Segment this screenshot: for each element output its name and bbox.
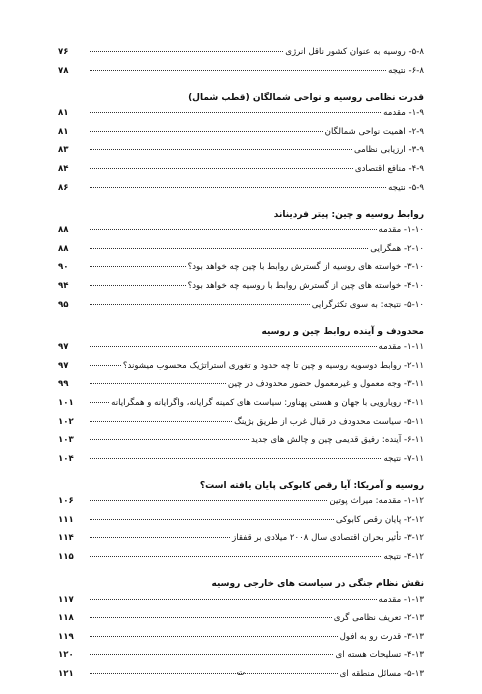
dot-leader — [90, 229, 377, 230]
toc-entry[interactable] — [58, 417, 424, 436]
toc-section — [58, 322, 424, 472]
dot-leader — [90, 304, 310, 305]
chapter-heading: نقش نظام جنگی در سیاست های خارجی روسیه — [211, 579, 424, 590]
dot-leader — [90, 519, 334, 520]
toc-entry-page-number: ۸۸ — [58, 243, 69, 254]
toc-entry-title: ۱-۱۰- مقدمه — [378, 225, 424, 236]
dot-leader — [90, 556, 381, 557]
toc-entry[interactable] — [58, 225, 424, 244]
toc-entry-page-number: ۸۸ — [58, 225, 69, 236]
toc-entry-page-number: ۹۰ — [58, 262, 69, 273]
toc-entry-title: ۲-۹- اهمیت نواحی شمالگان — [324, 126, 424, 137]
toc-entry-page-number: ۸۳ — [58, 145, 69, 156]
toc-entry-title: ۳-۱۳- قدرت رو به افول — [339, 631, 424, 642]
toc-entry-page-number: ۱۲۱ — [58, 669, 74, 680]
toc-entry-page-number: ۹۹ — [58, 379, 69, 390]
toc-entry[interactable] — [58, 496, 424, 515]
toc-entry[interactable] — [58, 244, 424, 263]
toc-entry[interactable] — [58, 595, 424, 614]
dot-leader — [90, 149, 352, 150]
toc-entry-page-number: ۹۷ — [58, 342, 69, 353]
chapter-heading: محدودف و آینده روابط چین و روسیه — [261, 326, 424, 337]
toc-entry-page-number: ۱۱۷ — [58, 594, 74, 605]
toc-entry[interactable] — [58, 66, 424, 85]
dot-leader — [90, 346, 377, 347]
toc-entry[interactable] — [58, 342, 424, 361]
toc-entry[interactable] — [58, 454, 424, 473]
toc-entry-page-number: ۷۸ — [58, 65, 69, 76]
toc-entry-page-number: ۱۱۹ — [58, 631, 74, 642]
toc-entry-title: ۵-۹- نتیجه — [388, 182, 424, 193]
toc-entry-title: ۲-۱۱- روابط دوسویه روسیه و چین تا چه حدود و تغوری استراتژیک محسوب میشوند؟ — [122, 360, 424, 371]
toc-entry[interactable] — [58, 361, 424, 380]
toc-entry[interactable] — [58, 164, 424, 183]
toc-entry-title: ۶-۱۱- آینده: رفیق قدیمی چین و چالش های جدید — [250, 435, 424, 446]
dot-leader — [90, 636, 338, 637]
toc-entry-page-number: ۱۰۶ — [58, 496, 74, 507]
dot-leader — [90, 500, 327, 501]
dot-leader — [90, 266, 186, 267]
dot-leader — [90, 537, 230, 538]
toc-entry-title: ۴-۹- منافع اقتصادی — [354, 163, 424, 174]
toc-entry[interactable] — [58, 613, 424, 632]
toc-entry-title: ۳-۱۰- خواسته های روسیه از گسترش روابط با چین چه خواهد بود؟ — [187, 262, 424, 273]
toc-entry-title: ۲-۱۲- پایان رقص کابوکی — [335, 514, 424, 525]
toc-entry-title: ۴-۱۰- خواسته های چین از گسترش روابط با روسیه چه خواهد بود؟ — [187, 280, 424, 291]
page-number-footer: ت — [236, 668, 246, 678]
toc-entry-page-number: ۱۱۴ — [58, 533, 74, 544]
toc-entry-title: ۴-۱۲- نتیجه — [383, 552, 424, 563]
dot-leader — [90, 654, 333, 655]
toc-entry-page-number: ۹۷ — [58, 360, 69, 371]
toc-entry-title: ۶-۸- نتیجه — [388, 65, 424, 76]
toc-entry[interactable] — [58, 552, 424, 571]
dot-leader — [90, 187, 386, 188]
toc-entry-page-number: ۱۰۴ — [58, 453, 74, 464]
toc-entry[interactable] — [58, 632, 424, 651]
toc-entry-page-number: ۱۲۰ — [58, 650, 74, 661]
dot-leader — [90, 383, 226, 384]
toc-entry-title: ۳-۱۲- تأثیر بحران اقتصادی سال ۲۰۰۸ میلادی بر قفقاز — [232, 533, 424, 544]
toc-entry-title: ۵-۱۳- مسائل منطقه ای — [339, 669, 424, 680]
toc-entry[interactable] — [58, 127, 424, 146]
dot-leader — [90, 168, 353, 169]
toc-entry[interactable] — [58, 515, 424, 534]
toc-entry[interactable] — [58, 262, 424, 281]
toc-entry-title: ۴-۱۳- تسلیحات هسته ای — [335, 650, 424, 661]
dot-leader — [90, 365, 121, 366]
toc-entry-page-number: ۱۰۳ — [58, 435, 74, 446]
toc-entry-title: ۲-۱۳- تعریف نظامی گری — [333, 613, 424, 624]
dot-leader — [90, 458, 381, 459]
toc-entry-page-number: ۱۱۸ — [58, 613, 74, 624]
toc-entry-title: ۵-۸- روسیه به عنوان کشور ناقل انرژی — [285, 47, 424, 57]
toc-entry-page-number: ۱۰۱ — [58, 397, 74, 408]
dot-leader — [90, 285, 186, 286]
toc-entry-title: ۵-۱۰- نتیجه: به سوی تکثرگرایی — [311, 299, 424, 310]
toc-entry[interactable] — [58, 650, 424, 669]
toc-entry-page-number: ۸۱ — [58, 108, 69, 119]
toc-entry[interactable] — [58, 533, 424, 552]
toc-entry-page-number: ۸۴ — [58, 163, 69, 174]
chapter-heading: قدرت نظامی روسیه و نواحی شمالگان (قطب شمال) — [188, 92, 424, 103]
dot-leader — [90, 131, 323, 132]
toc-entry[interactable] — [58, 145, 424, 164]
toc-entry-title: ۱-۱۲- مقدمه: میراث پوتین — [329, 496, 424, 507]
toc-entry-title: ۲-۱۰- همگرایی — [370, 243, 424, 254]
dot-leader — [90, 70, 386, 71]
toc-entry-page-number: ۱۰۲ — [58, 416, 74, 427]
toc-section — [58, 205, 424, 318]
toc-entry[interactable] — [58, 108, 424, 127]
toc-entry[interactable] — [58, 281, 424, 300]
toc-entry-title: ۳-۱۱- وجه معمول و غیرمعمول حضور محدودف در چین — [227, 379, 424, 390]
toc-entry-page-number: ۸۱ — [58, 126, 69, 137]
toc-entry-title: ۱-۱۱- مقدمه — [378, 342, 424, 353]
dot-leader — [90, 421, 232, 422]
dot-leader — [90, 248, 368, 249]
dot-leader — [90, 112, 381, 113]
toc-entry[interactable] — [58, 379, 424, 398]
dot-leader — [90, 51, 283, 52]
chapter-heading: روابط روسیه و چین: پیتر فردیناند — [273, 209, 424, 220]
toc-entry[interactable] — [58, 300, 424, 319]
chapter-heading: روسیه و آمریکا: آیا رقص کابوکی پایان یافته است؟ — [199, 480, 424, 491]
table-of-contents — [58, 47, 424, 688]
toc-entry-title: ۱-۹- مقدمه — [383, 108, 424, 119]
toc-entry-page-number: ۹۴ — [58, 280, 69, 291]
toc-entry-page-number: ۱۱۵ — [58, 552, 74, 563]
toc-section — [58, 476, 424, 570]
toc-entry-page-number: ۹۵ — [58, 299, 69, 310]
dot-leader — [90, 402, 109, 403]
toc-entry[interactable] — [58, 47, 424, 66]
toc-section — [58, 47, 424, 84]
toc-entry-page-number: ۱۱۱ — [58, 514, 74, 525]
dot-leader — [90, 599, 377, 600]
toc-entry-title: ۵-۱۱- سیاست محدودف در قبال غرب از طریق بژینگ — [234, 416, 424, 427]
toc-entry[interactable] — [58, 435, 424, 454]
toc-section — [58, 88, 424, 201]
toc-entry-page-number: ۷۶ — [58, 47, 69, 57]
toc-entry-title: ۱-۱۳- مقدمه — [378, 594, 424, 605]
dot-leader — [90, 617, 332, 618]
toc-entry[interactable] — [58, 183, 424, 202]
toc-entry[interactable] — [58, 398, 424, 417]
dot-leader — [90, 439, 249, 440]
toc-entry-title: ۳-۹- ارزیابی نظامی — [354, 145, 424, 156]
toc-entry-title: ۴-۱۱- رویارویی با جهان و هستی پهناور: سیاست های کمینه گرایانه، واگرایانه و همگرایانه — [111, 397, 424, 408]
toc-entry-page-number: ۸۶ — [58, 182, 69, 193]
toc-entry-title: ۷-۱۱- نتیجه — [383, 453, 424, 464]
